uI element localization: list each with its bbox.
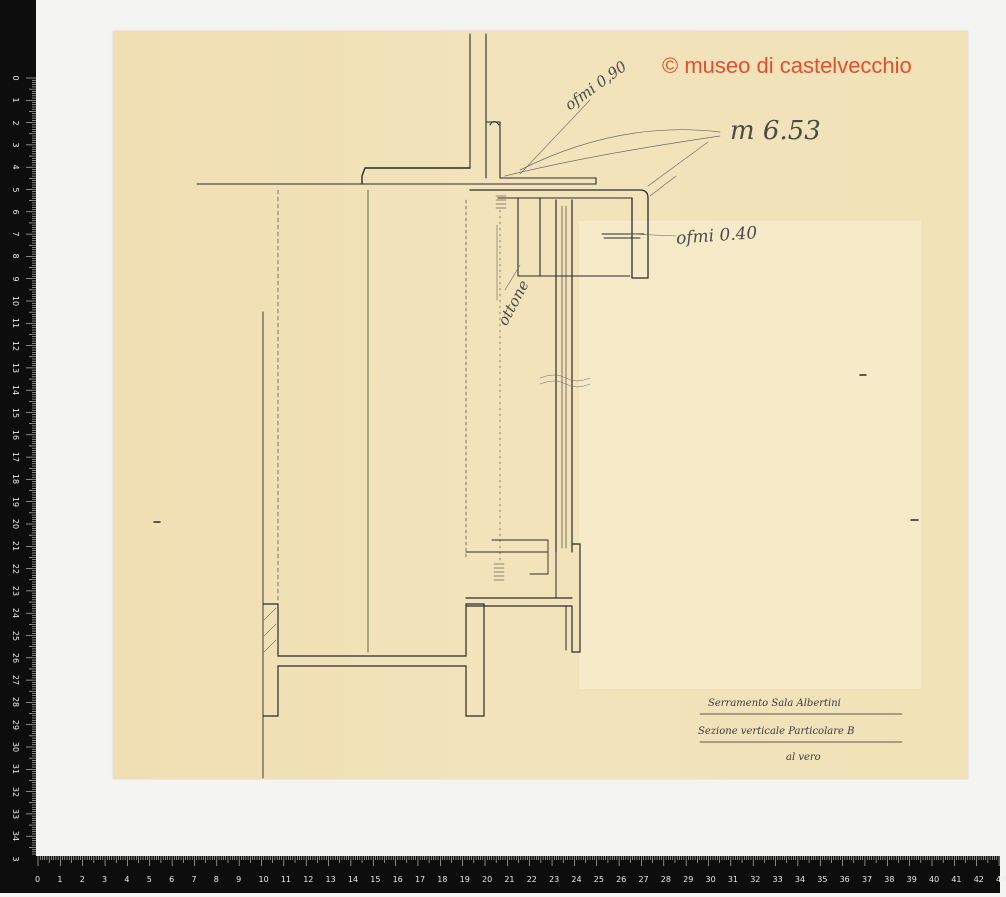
ruler-horizontal-label: 11 [280,875,292,884]
ruler-vertical-label: 3 [11,142,20,148]
ruler-horizontal-label: 23 [549,875,560,884]
ruler-horizontal-label: 4 [124,875,130,884]
ruler-horizontal-label: 35 [817,875,828,884]
title-line-1: Serramento Sala Albertini [708,698,841,709]
ruler-horizontal-label: 17 [414,875,426,884]
ruler-horizontal-label: 37 [861,875,873,884]
ruler-horizontal-label: 0 [35,875,41,884]
ruler-vertical-label: 10 [11,295,20,307]
ruler-vertical-label: 0 [11,75,20,81]
ruler-vertical-label: 27 [11,675,20,686]
ruler-horizontal-label: 8 [213,875,219,884]
leader-spessore-top [520,100,590,174]
ruler-vertical-label: 14 [11,385,20,396]
title-line-2: Sezione verticale Particolare B [698,726,855,737]
ruler-vertical-label: 11 [11,318,20,329]
ruler-horizontal-label: 12 [303,875,314,884]
ruler-horizontal-label: 10 [258,875,269,884]
ruler-vertical-label: 17 [11,452,20,463]
ruler-horizontal-label: 22 [526,875,537,884]
ruler-vertical-label: 21 [11,541,20,552]
ruler-horizontal-label: 21 [504,875,515,884]
ruler-horizontal-label: 29 [683,875,694,884]
ruler-vertical-label: 4 [11,164,20,170]
ruler-vertical-label: 30 [11,741,20,753]
annotation-spessore-top: ofmi 0,90 [561,57,631,114]
ruler-vertical-label: 29 [11,719,20,730]
ruler-horizontal-label: 25 [593,875,604,884]
angle-profile [470,122,596,184]
ruler-horizontal-label: 27 [638,875,649,884]
break-mark [540,375,590,387]
ruler-vertical-label: 9 [11,276,20,282]
ruler-horizontal-label: 39 [906,875,917,884]
ruler-horizontal-label: 18 [437,875,448,884]
ruler-vertical-label: 31 [11,764,20,775]
ruler-horizontal-label: 43 [996,875,1006,884]
ruler-horizontal-label: 19 [459,875,470,884]
ruler-horizontal-label: 13 [325,875,336,884]
ruler-horizontal-label: 16 [392,875,403,884]
ruler-vertical-label: 18 [11,474,20,485]
ruler-vertical-label: 25 [11,630,20,641]
ruler-vertical-label: 34 [11,831,20,842]
title-line-3: al vero [786,752,821,763]
ruler-vertical-label: 22 [11,563,20,574]
ruler-vertical-label: 24 [11,608,20,619]
copyright-watermark [662,53,912,79]
ruler-vertical-label: 33 [11,808,20,819]
ruler-horizontal-label: 6 [169,875,175,884]
stile-left [556,200,572,552]
annotation-material: ottone [494,277,533,329]
ruler-horizontal-label: 5 [146,875,152,884]
ruler-horizontal-label: 24 [571,875,582,884]
ruler-horizontal-label: 3 [102,875,108,884]
ruler-horizontal-label: 2 [79,875,85,884]
screw-bottom [494,564,504,580]
annotation-spessore-right: ofmi 0.40 [675,223,758,249]
ruler-vertical-label: 20 [11,518,20,530]
ruler-horizontal-label: 42 [973,875,984,884]
ruler-vertical-label: 16 [11,429,20,440]
ruler-vertical-label: 12 [11,340,20,351]
ruler-horizontal-label: 40 [929,875,940,884]
ruler-vertical-label: 28 [11,697,20,708]
bottom-clip [466,540,548,574]
ruler-horizontal-label: 15 [370,875,381,884]
leader-spessore-right [630,234,676,236]
ruler-horizontal-label: 31 [727,875,739,884]
ruler-horizontal-label: 30 [705,875,716,884]
glazing-bead [518,198,630,276]
ruler-horizontal-label: 14 [347,875,359,884]
ruler-vertical-label: 5 [11,186,20,193]
upper-flange [362,168,470,184]
ruler-horizontal-label: 41 [951,875,962,884]
ruler-vertical-label: 13 [11,362,20,373]
ruler-vertical-label: 7 [11,231,20,237]
ruler-vertical-label: 2 [11,120,20,126]
ruler-horizontal-label: 20 [482,875,493,884]
bottom-i-beam [263,604,484,716]
ruler-horizontal-label: 1 [57,875,63,884]
beam-hatch [264,608,276,652]
ruler-vertical-label: 15 [11,407,20,418]
ruler-vertical-label: 8 [11,253,20,259]
ruler-horizontal-label: 38 [884,875,895,884]
leader-dimension [505,130,720,196]
watermark-text: museo di castelvecchio [684,53,912,78]
ruler-horizontal-label: 26 [616,875,627,884]
ruler-vertical-label: 3 [11,855,20,862]
ruler-horizontal-label: 9 [236,875,242,884]
ruler-vertical-label: 1 [11,97,20,103]
upper-vertical-profile [470,34,486,178]
ruler-horizontal-label: 28 [660,875,671,884]
ruler-horizontal-label: 7 [191,875,197,884]
ruler-vertical-label: 26 [11,652,20,663]
ruler-horizontal-label: 33 [772,875,783,884]
ruler-vertical-label: 32 [11,786,20,797]
copyright-symbol: © [662,53,679,78]
ruler-horizontal-label: 34 [794,875,806,884]
lower-t-profile-2 [556,552,566,650]
ruler-horizontal-label: 32 [750,875,761,884]
ruler-vertical-label: 6 [11,209,20,215]
annotation-dimension: m 6.53 [730,116,821,146]
lower-t-profile [466,544,580,652]
ruler-vertical-label: 23 [11,585,20,596]
ruler-horizontal-label: 36 [839,875,850,884]
ruler-vertical-label: 19 [11,496,20,507]
